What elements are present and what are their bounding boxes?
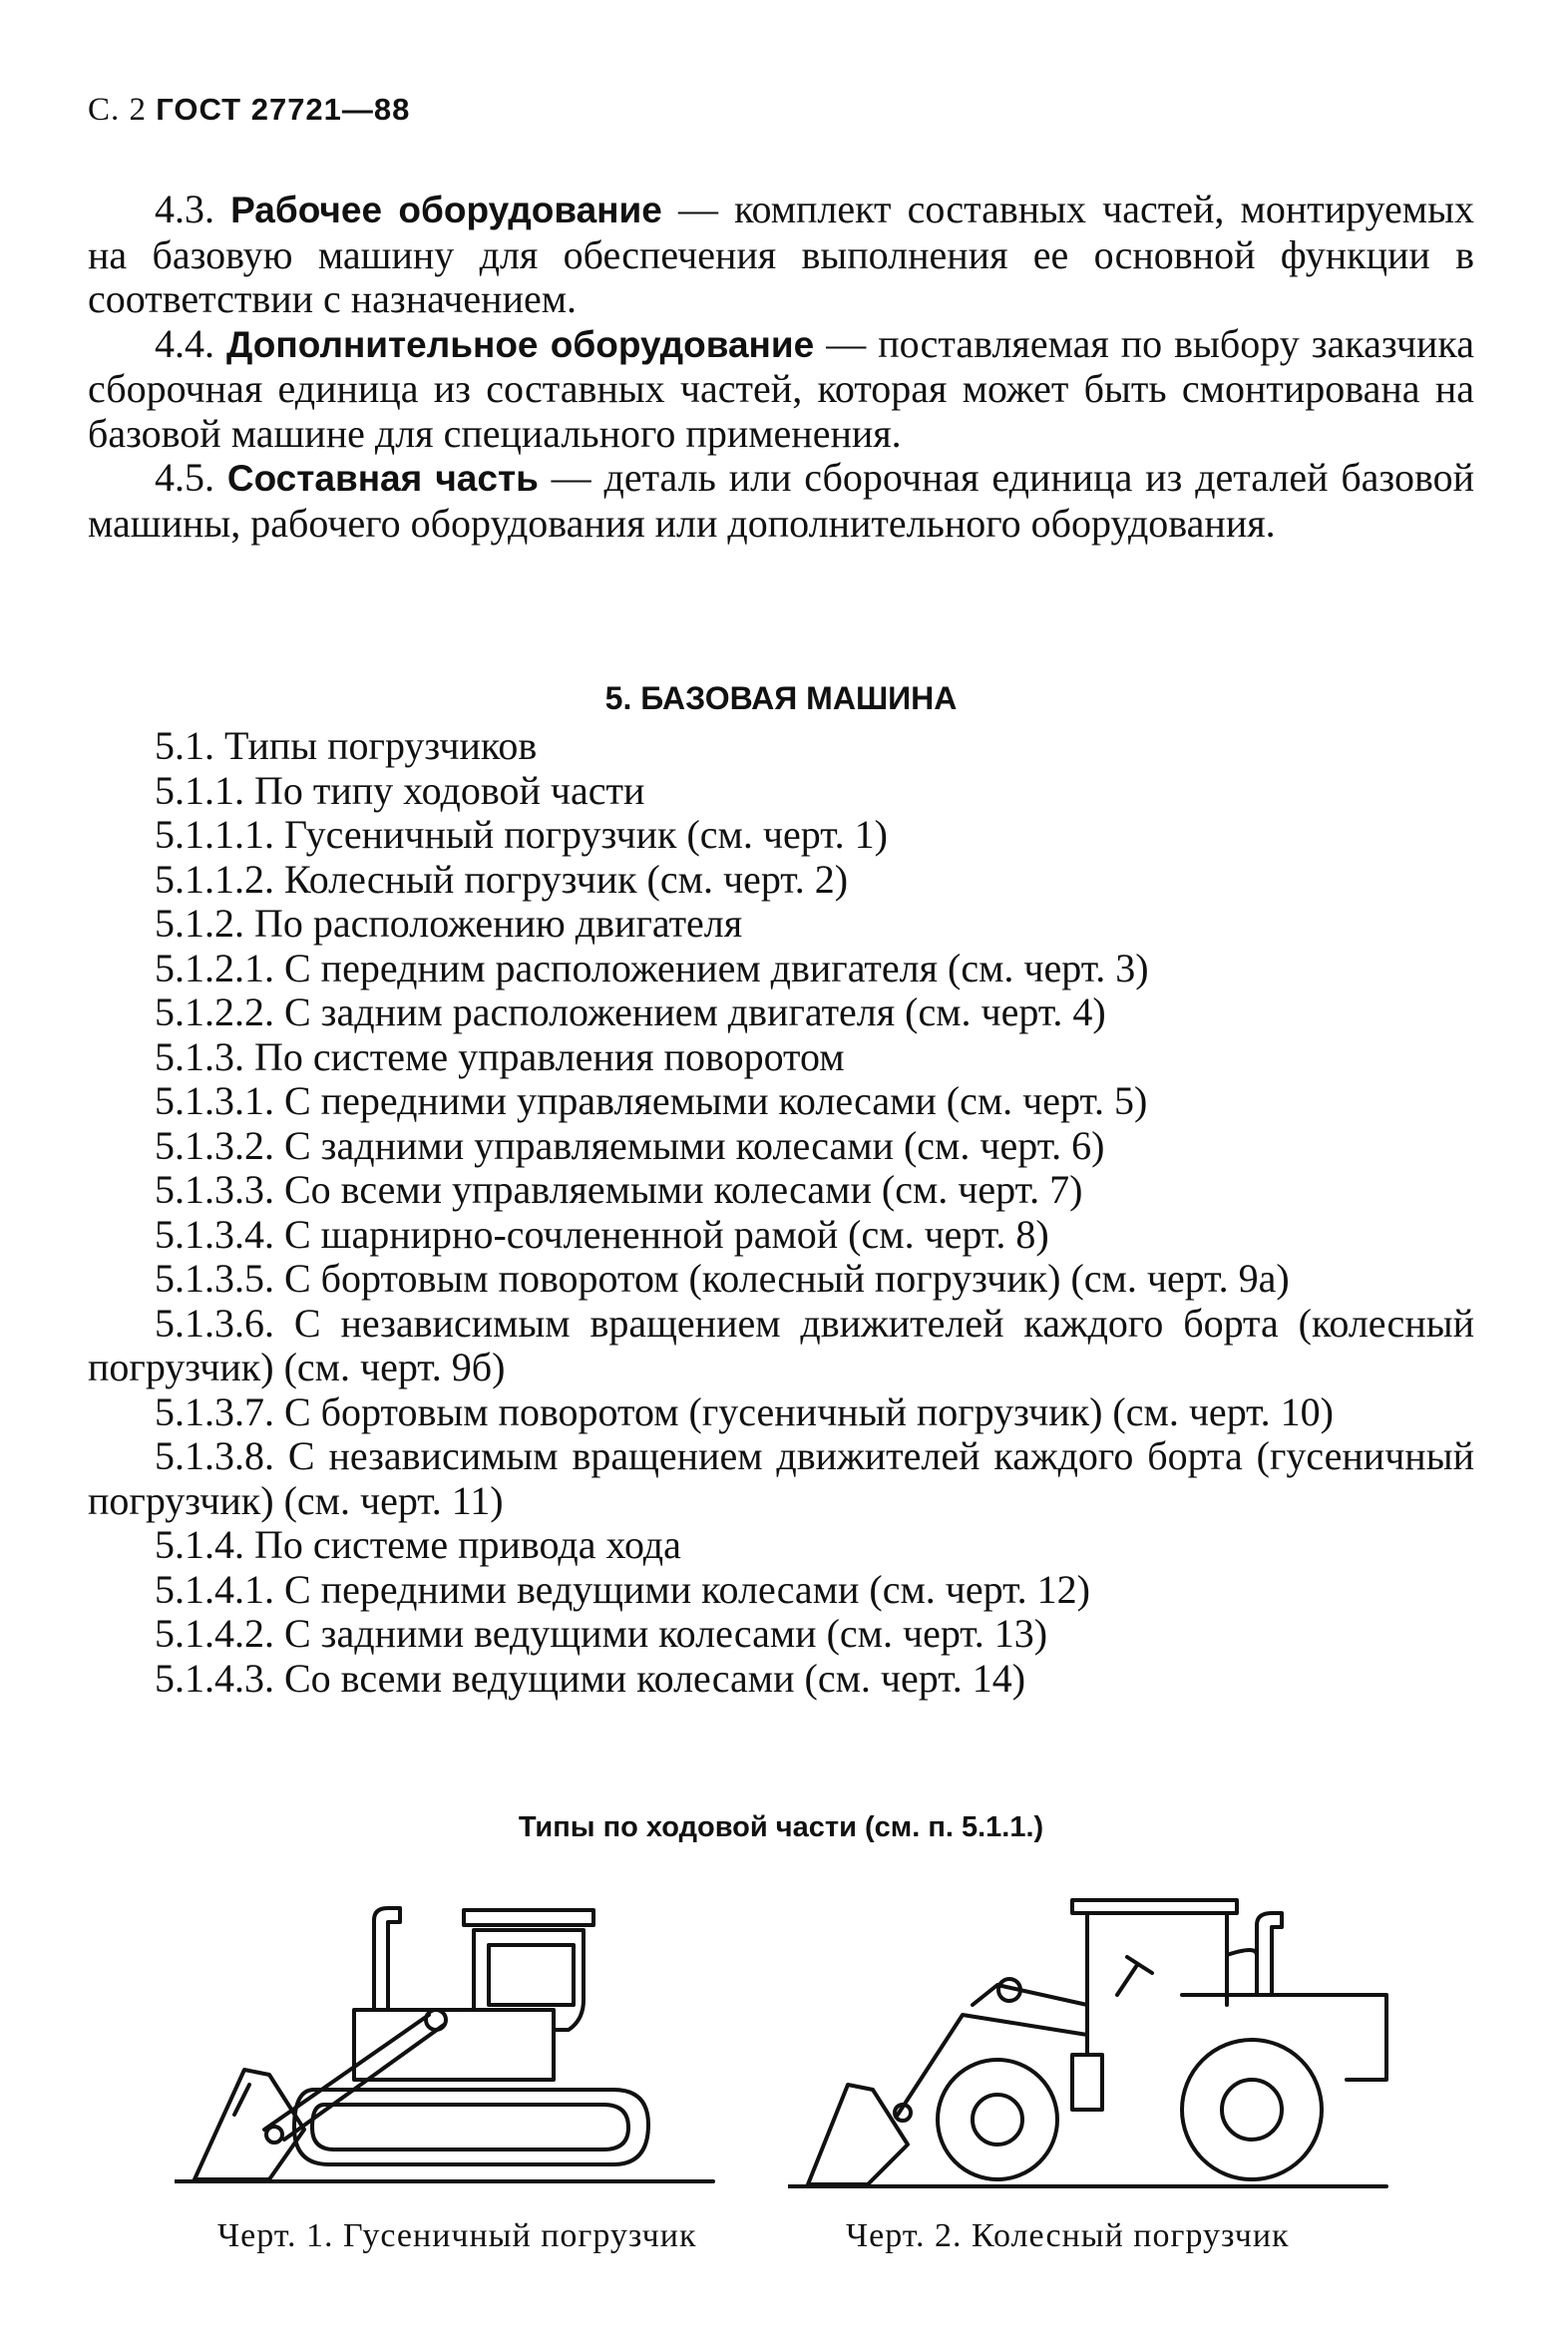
definition-4-3 [88, 188, 1474, 322]
list-item: 5.1.1.2. Колесный погрузчик (см. черт. 2) [155, 856, 849, 902]
list-item: 5.1.3.7. С бортовым поворотом (гусеничный погрузчик) (см. черт. 10) [155, 1388, 1334, 1434]
definition-text: — поставляемая по выбору заказчика сборочная единица из составных частей, которая может быть смонтирована на базовой машине для специального применения. [88, 320, 1474, 456]
definition-term: Дополнительное оборудование [226, 323, 815, 365]
definitions [88, 188, 1474, 546]
list-item: 5.1.4. По системе привода хода [155, 1522, 681, 1567]
page-number: С. 2 [88, 92, 148, 128]
figure-2-caption: Черт. 2. Колесный погрузчик [846, 2217, 1290, 2254]
list-item: 5.1.2. По расположению двигателя [155, 901, 743, 946]
definition-number: 4.4. [155, 320, 214, 366]
list-item: 5.1.3.2. С задними управляемыми колесами (см. черт. 6) [155, 1122, 1105, 1168]
definition-text: — комплект составных частей, монтируемых на базовую машину для обеспечения выполнения ее основной функции в соответствии с назначением. [88, 187, 1474, 321]
list-item: 5.1.3.5. С бортовым поворотом (колесный погрузчик) (см. черт. 9а) [155, 1256, 1290, 1301]
definition-number: 4.5. [155, 455, 214, 500]
list-item: 5.1.4.3. Со всеми ведущими колесами (см. черт. 14) [155, 1655, 1026, 1701]
definition-term: Рабочее оборудование [230, 190, 662, 230]
wheel-loader-drawing [788, 1885, 1411, 2194]
page-header [88, 92, 410, 129]
list-item: 5.1.3.3. Со всеми управляемыми колесами (см. черт. 7) [155, 1167, 1083, 1212]
list-item: 5.1.2.2. С задним расположением двигателя (см. черт. 4) [155, 989, 1106, 1034]
figures-caption: Типы по ходовой части (см. п. 5.1.1.) [518, 1811, 1044, 1843]
list-item: 5.1.1. По типу ходовой части [155, 767, 645, 813]
list-item: 5.1.1.1. Гусеничный погрузчик (см. черт. 1) [155, 812, 888, 857]
definition-term: Составная часть [226, 458, 539, 499]
list-item: 5.1. Типы погрузчиков [155, 723, 538, 768]
standard-number: ГОСТ 27721—88 [156, 92, 411, 127]
loader-types-list [88, 724, 1474, 1701]
definition-number: 4.3. [155, 187, 214, 231]
list-item: 5.1.4.1. С передними ведущими колесами (см. черт. 12) [155, 1566, 1090, 1612]
figure-1-caption: Черт. 1. Гусеничный погрузчик [217, 2217, 697, 2254]
list-item: 5.1.3. По системе управления поворотом [155, 1033, 845, 1079]
definition-text: — деталь или сборочная единица из деталей базовой машины, рабочего оборудования или дополнительного оборудования. [88, 455, 1475, 546]
definition-4-5 [88, 456, 1474, 546]
list-item: 5.1.4.2. С задними ведущими колесами (см. черт. 13) [155, 1611, 1048, 1656]
list-item: 5.1.3.6. С независимым вращением движителей каждого борта (колесный погрузчик) (см. черт. 9б) [88, 1300, 1474, 1389]
crawler-loader-drawing [175, 1900, 733, 2189]
list-item: 5.1.3.4. С шарнирно-сочлененной рамой (см. черт. 8) [155, 1211, 1049, 1257]
list-item: 5.1.3.1. С передними управляемыми колесами (см. черт. 5) [155, 1078, 1148, 1123]
definition-4-4 [88, 322, 1474, 457]
section-title: 5. БАЗОВАЯ МАШИНА [604, 680, 958, 716]
list-item: 5.1.3.8. С независимым вращением движителей каждого борта (гусеничный погрузчик) (см. черт. 11) [88, 1433, 1474, 1523]
list-item: 5.1.2.1. С передним расположением двигателя (см. черт. 3) [155, 945, 1149, 990]
